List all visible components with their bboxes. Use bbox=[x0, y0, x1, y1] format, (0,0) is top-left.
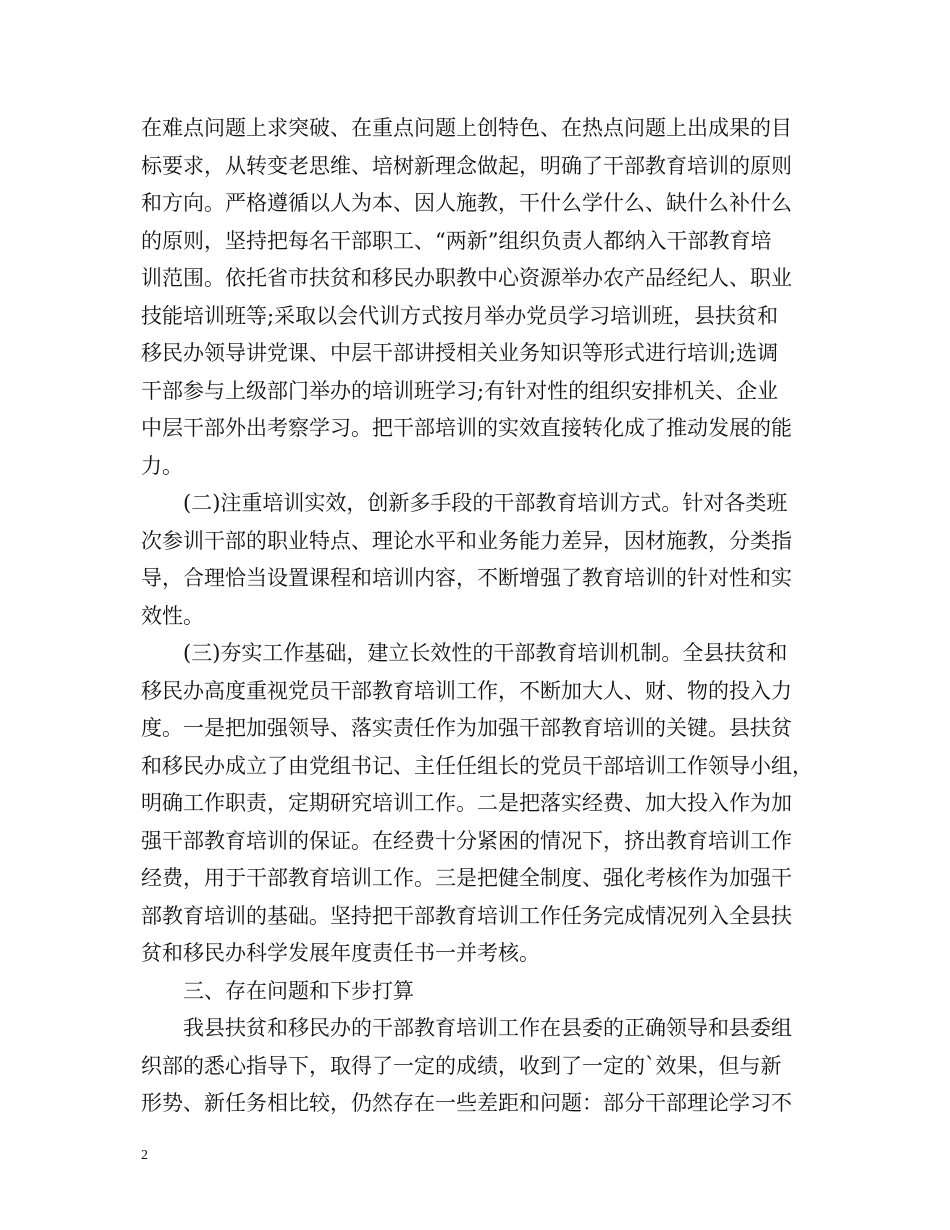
text-line: 我县扶贫和移民办的干部教育培训工作在县委的正确领导和县委组 bbox=[141, 1016, 792, 1040]
text-line: 和方向。严格遵循以人为本、因人施教，干什么学什么、缺什么补什么 bbox=[141, 191, 792, 215]
text-line: 在难点问题上求突破、在重点问题上创特色、在热点问题上出成果的目 bbox=[141, 116, 792, 140]
text-line: 效性。 bbox=[141, 603, 204, 628]
text-line: 形势、新任务相比较，仍然存在一些差距和问题：部分干部理论学习不 bbox=[141, 1091, 792, 1115]
page-number: 2 bbox=[141, 1148, 148, 1163]
text-line: 技能培训班等;采取以会代训方式按月举办党员学习培训班，县扶贫和 bbox=[141, 303, 779, 328]
text-line: 力。 bbox=[141, 453, 183, 478]
text-line: 贫和移民办科学发展年度责任书一并考核。 bbox=[141, 941, 540, 965]
text-line: (三)夯实工作基础，建立长效性的干部教育培训机制。全县扶贫和 bbox=[141, 641, 788, 665]
text-line: 经费，用于干部教育培训工作。三是把健全制度、强化考核作为加强干 bbox=[141, 866, 792, 890]
text-line: 强干部教育培训的保证。在经费十分紧困的情况下，挤出教育培训工作 bbox=[141, 828, 792, 853]
text-line: 导，合理恰当设置课程和培训内容，不断增强了教育培训的针对性和实 bbox=[141, 566, 792, 590]
text-line: 三、存在问题和下步打算 bbox=[141, 978, 414, 1003]
text-line: 标要求，从转变老思维、培树新理念做起，明确了干部教育培训的原则 bbox=[141, 153, 792, 178]
text-line: 织部的悉心指导下，取得了一定的成绩，收到了一定的`效果，但与新 bbox=[141, 1053, 782, 1078]
text-line: (二)注重培训实效，创新多手段的干部教育培训方式。针对各类班 bbox=[141, 491, 788, 515]
text-line: 次参训干部的职业特点、理论水平和业务能力差异，因材施教，分类指 bbox=[141, 528, 792, 553]
text-line: 的原则，坚持把每名干部职工、“两新”组织负责人都纳入干部教育培 bbox=[141, 228, 772, 253]
body-text bbox=[141, 110, 813, 1123]
text-line: 度。一是把加强领导、落实责任作为加强干部教育培训的关键。县扶贫 bbox=[141, 716, 792, 740]
text-line: 训范围。依托省市扶贫和移民办职教中心资源举办农产品经纪人、职业 bbox=[141, 266, 792, 290]
text-line: 部教育培训的基础。坚持把干部教育培训工作任务完成情况列入全县扶 bbox=[141, 903, 792, 928]
text-line: 中层干部外出考察学习。把干部培训的实效直接转化成了推动发展的能 bbox=[141, 416, 792, 440]
text-line: 明确工作职责，定期研究培训工作。二是把落实经费、加大投入作为加 bbox=[141, 791, 792, 815]
text-line: 移民办高度重视党员干部教育培训工作，不断加大人、财、物的投入力 bbox=[141, 678, 792, 703]
text-line: 移民办领导讲党课、中层干部讲授相关业务知识等形式进行培训;选调 bbox=[141, 341, 779, 365]
text-line: 和移民办成立了由党组书记、主任任组长的党员干部培训工作领导小组， bbox=[141, 753, 813, 778]
text-line: 干部参与上级部门举办的培训班学习;有针对性的组织安排机关、企业 bbox=[141, 378, 779, 403]
